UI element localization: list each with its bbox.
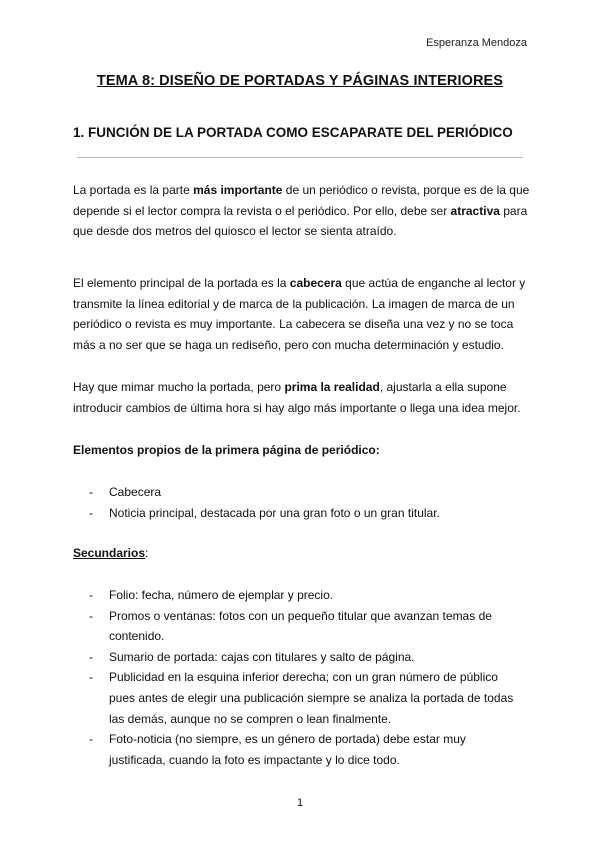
main-elements-list	[73, 482, 523, 523]
paragraph-1-bold-1: más importante	[193, 183, 283, 197]
paragraph-2-text-2: que actúa de enganche al lector y transmite la línea editorial y de marca de la publicación. La imagen de marca de un periódico o revista es muy importante. La cabecera se diseña una vez y no se toca más a no ser que se haga un rediseño, pero con mucha determinación y estudio.	[73, 276, 526, 352]
bullet-dash: -	[89, 505, 93, 520]
bullet-dash: -	[89, 649, 93, 664]
list-item	[73, 647, 523, 668]
document-title: TEMA 8: DISEÑO DE PORTADAS Y PÁGINAS INTERIORES	[96, 73, 504, 89]
paragraph-3	[73, 377, 533, 418]
bullet-dash: -	[89, 732, 93, 747]
paragraph-1-text-2: de un periódico o revista, porque es de la que depende si el lector compra la revista o el periódico. Por ello, debe ser	[73, 183, 530, 218]
list-item-text: Foto-noticia (no siempre, es un género de portada) debe estar muy justificada, cuando la foto es impactante y lo dice todo.	[109, 732, 466, 767]
list-item-text: Folio: fecha, número de ejemplar y precio.	[109, 588, 334, 602]
list-item	[73, 667, 523, 729]
paragraph-2	[73, 273, 533, 355]
bullet-dash: -	[89, 608, 93, 623]
secondary-heading-colon: :	[145, 546, 149, 560]
list-item	[73, 606, 523, 647]
secondary-elements-list	[73, 585, 523, 770]
list-item-text: Sumario de portada: cajas con titulares y salto de página.	[109, 649, 415, 664]
secondary-heading-line	[73, 546, 148, 560]
bullet-dash: -	[89, 670, 93, 685]
header-author: Esperanza Mendoza	[426, 37, 527, 49]
list-item-text: Promos o ventanas: fotos con un pequeño titular que avanzan temas de contenido.	[109, 608, 492, 644]
section-heading: 1. FUNCIÓN DE LA PORTADA COMO ESCAPARATE DEL PERIÓDICO	[73, 125, 513, 140]
paragraph-1-text-3: para que desde dos metros del quiosco el lector se sienta atraído.	[73, 203, 528, 239]
paragraph-3-text-2: , ajustarla a ella supone introducir cambios de última hora si hay algo más importante o llega una idea mejor.	[73, 380, 521, 415]
main-elements-heading: Elementos propios de la primera página de periódico:	[73, 443, 380, 457]
list-item-text: Cabecera	[109, 485, 162, 499]
bullet-dash: -	[89, 485, 93, 499]
list-item-text: Noticia principal, destacada por una gran foto o un gran titular.	[109, 505, 440, 520]
paragraph-2-text-1: El elemento principal de la portada es la	[73, 276, 290, 290]
secondary-heading: Secundarios	[73, 546, 146, 560]
paragraph-3-text-1: Hay que mimar mucho la portada, pero	[73, 380, 285, 394]
page-number: 1	[296, 797, 304, 809]
paragraph-1-bold-2: atractiva	[450, 203, 500, 218]
list-item	[73, 585, 523, 606]
paragraph-3-bold-1: prima la realidad	[284, 380, 380, 394]
paragraph-1	[73, 180, 533, 242]
bullet-dash: -	[89, 588, 93, 602]
list-item	[73, 729, 523, 770]
list-item	[73, 482, 523, 503]
list-item	[73, 503, 523, 524]
paragraph-1-text-1: La portada es la parte	[73, 183, 194, 197]
paragraph-2-bold-1: cabecera	[289, 276, 342, 290]
section-divider	[77, 157, 523, 158]
list-item-text: Publicidad en la esquina inferior derecha; con un gran número de público pues antes de elegir una publicación siempre se analiza la portada de todas las demás, aunque no se compren o lean finalmente.	[109, 670, 514, 726]
